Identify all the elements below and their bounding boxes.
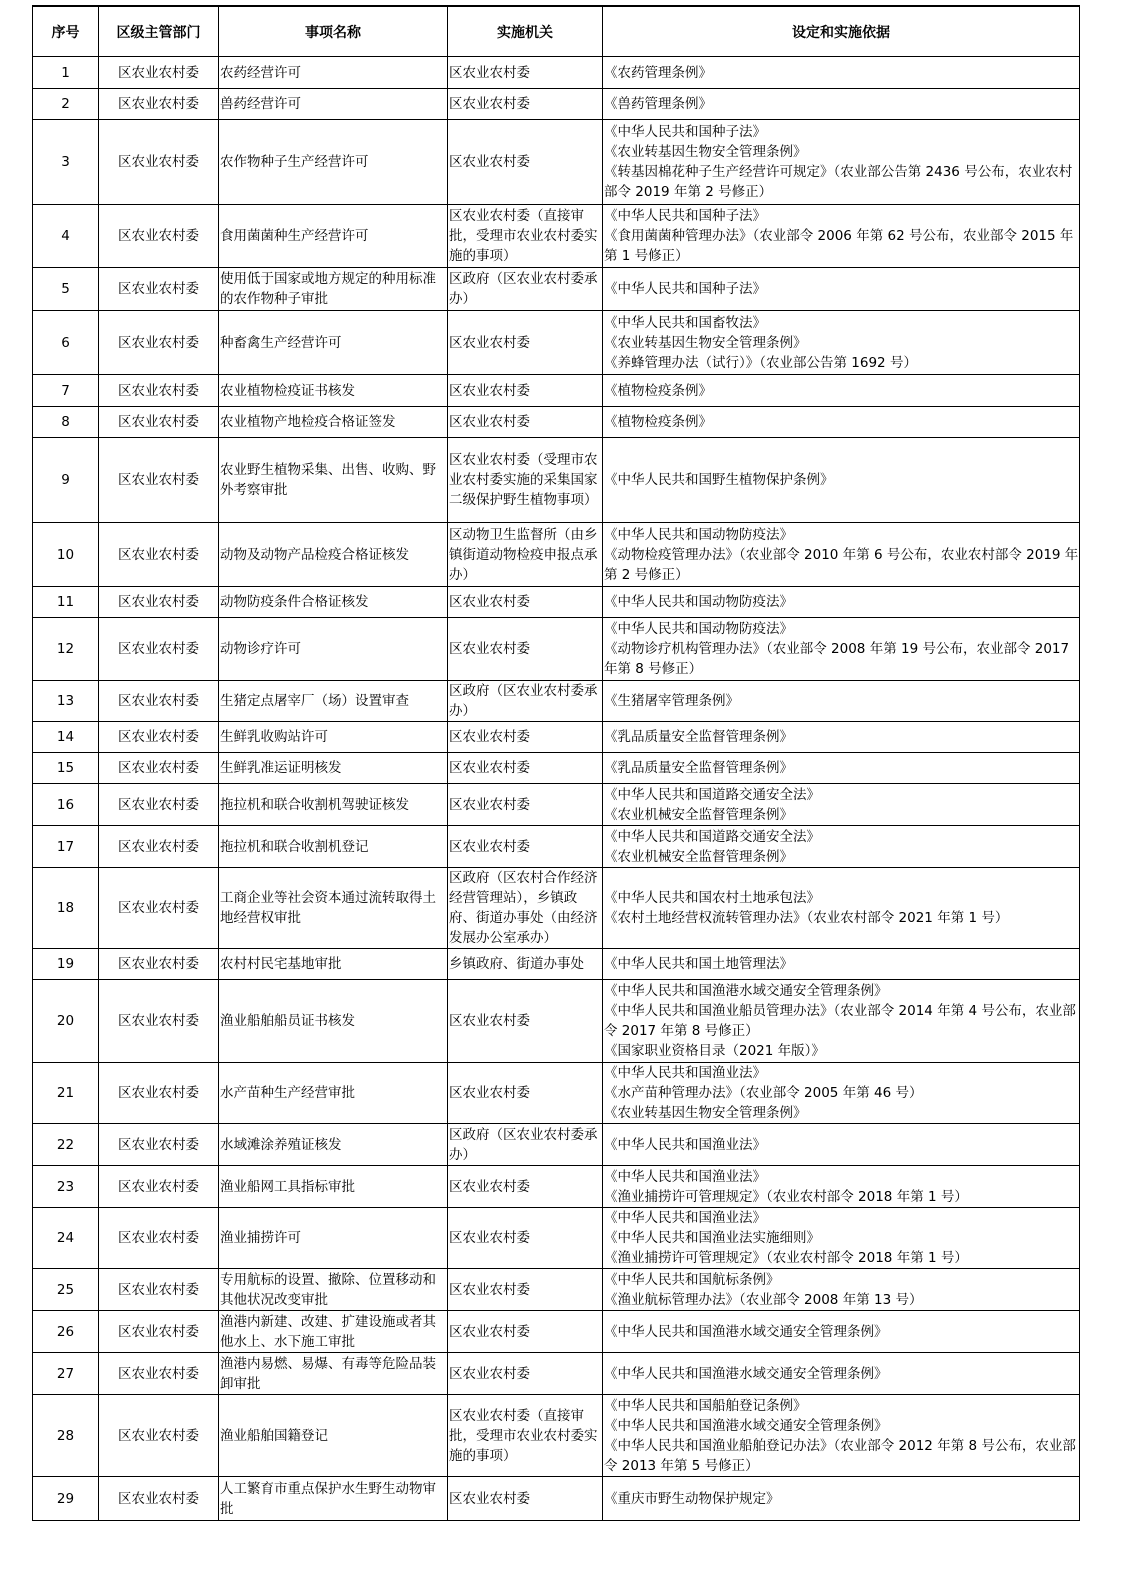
table-row xyxy=(33,1208,1080,1269)
row-item-name: 农业植物检疫证书核发 xyxy=(219,375,448,407)
legal-basis-line: 《中华人民共和国种子法》 xyxy=(604,124,766,140)
row-legal-basis xyxy=(603,1395,1080,1477)
row-item-name: 渔业船舶国籍登记 xyxy=(219,1395,448,1477)
legal-basis-line: 《中华人民共和国动物防疫法》 xyxy=(604,621,793,637)
legal-basis-line: 《中华人民共和国渔业法》 xyxy=(604,1065,766,1081)
row-legal-basis xyxy=(603,1208,1080,1269)
legal-basis-line: 《中华人民共和国种子法》 xyxy=(604,208,766,224)
row-department: 区农业农村委 xyxy=(99,1353,219,1395)
row-item-name: 农业野生植物采集、出售、收购、野外考察审批 xyxy=(219,438,448,523)
row-legal-basis xyxy=(603,949,1080,980)
table-row xyxy=(33,407,1080,438)
row-department: 区农业农村委 xyxy=(99,1208,219,1269)
table-row xyxy=(33,89,1080,120)
row-item-name: 人工繁育市重点保护水生野生动物审批 xyxy=(219,1477,448,1521)
table-row xyxy=(33,268,1080,311)
row-number: 4 xyxy=(33,205,99,268)
row-department: 区农业农村委 xyxy=(99,1477,219,1521)
table-row xyxy=(33,1395,1080,1477)
row-item-name: 农业植物产地检疫合格证签发 xyxy=(219,407,448,438)
row-item-name: 水产苗种生产经营审批 xyxy=(219,1063,448,1124)
row-number: 13 xyxy=(33,681,99,722)
row-implementing-agency: 乡镇政府、街道办事处 xyxy=(448,949,603,980)
row-department: 区农业农村委 xyxy=(99,407,219,438)
row-department: 区农业农村委 xyxy=(99,57,219,89)
legal-basis-line: 《水产苗种管理办法》（农业部令 2005 年第 46 号） xyxy=(604,1085,923,1101)
row-department: 区农业农村委 xyxy=(99,618,219,681)
legal-basis-line: 《国家职业资格目录（2021 年版）》 xyxy=(604,1043,825,1059)
row-number: 16 xyxy=(33,784,99,826)
legal-basis-line: 《中华人民共和国渔业法》 xyxy=(604,1168,766,1185)
row-department: 区农业农村委 xyxy=(99,753,219,784)
row-item-name: 生鲜乳收购站许可 xyxy=(219,722,448,753)
row-legal-basis xyxy=(603,1124,1080,1166)
legal-basis-line: 《中华人民共和国渔业法》 xyxy=(604,1210,766,1226)
row-item-name: 兽药经营许可 xyxy=(219,89,448,120)
row-number: 9 xyxy=(33,438,99,523)
row-item-name: 动物诊疗许可 xyxy=(219,618,448,681)
row-legal-basis xyxy=(603,980,1080,1063)
row-number: 10 xyxy=(33,523,99,587)
row-department: 区农业农村委 xyxy=(99,826,219,868)
legal-basis-line: 《中华人民共和国渔业法》 xyxy=(604,1136,766,1153)
row-item-name: 农作物种子生产经营许可 xyxy=(219,120,448,205)
table-row xyxy=(33,1063,1080,1124)
header-dept: 区级主管部门 xyxy=(99,6,219,57)
row-implementing-agency: 区农业农村委 xyxy=(448,722,603,753)
table-row xyxy=(33,868,1080,949)
table-row xyxy=(33,753,1080,784)
row-department: 区农业农村委 xyxy=(99,1166,219,1208)
row-implementing-agency: 区农业农村委 xyxy=(448,120,603,205)
row-item-name: 工商企业等社会资本通过流转取得土地经营权审批 xyxy=(219,868,448,949)
legal-basis-line: 《农药管理条例》 xyxy=(604,64,712,81)
row-implementing-agency: 区农业农村委 xyxy=(448,618,603,681)
legal-basis-line: 《动物诊疗机构管理办法》（农业部令 2008 年第 19 号公布，农业部令 2017 年第 8 号修正） xyxy=(604,641,1070,677)
legal-basis-line: 《渔业捕捞许可管理规定》（农业农村部令 2018 年第 1 号） xyxy=(604,1250,968,1266)
row-implementing-agency: 区农业农村委 xyxy=(448,1208,603,1269)
legal-basis-line: 《中华人民共和国道路交通安全法》 xyxy=(604,786,820,803)
legal-basis-line: 《转基因棉花种子生产经营许可规定》（农业部公告第 2436 号公布，农业农村部令 2019 年第 2 号修正） xyxy=(604,164,1073,200)
legal-basis-line: 《中华人民共和国船舶登记条例》 xyxy=(604,1397,807,1414)
legal-basis-line: 《重庆市野生动物保护规定》 xyxy=(604,1490,780,1507)
row-implementing-agency: 区农业农村委 xyxy=(448,1477,603,1521)
legal-basis-line: 《中华人民共和国航标条例》 xyxy=(604,1271,780,1288)
row-item-name: 种畜禽生产经营许可 xyxy=(219,311,448,375)
row-number: 27 xyxy=(33,1353,99,1395)
legal-basis-line: 《中华人民共和国渔港水域交通安全管理条例》 xyxy=(604,1323,888,1340)
table-row xyxy=(33,438,1080,523)
row-department: 区农业农村委 xyxy=(99,1395,219,1477)
row-number: 24 xyxy=(33,1208,99,1269)
row-item-name: 水域滩涂养殖证核发 xyxy=(219,1124,448,1166)
legal-basis-line: 《农业转基因生物安全管理条例》 xyxy=(604,144,807,160)
row-legal-basis xyxy=(603,375,1080,407)
row-number: 20 xyxy=(33,980,99,1063)
table-row xyxy=(33,1311,1080,1353)
table-row xyxy=(33,722,1080,753)
row-item-name: 渔港内易燃、易爆、有毒等危险品装卸审批 xyxy=(219,1353,448,1395)
row-department: 区农业农村委 xyxy=(99,587,219,618)
row-number: 21 xyxy=(33,1063,99,1124)
row-implementing-agency: 区农业农村委 xyxy=(448,311,603,375)
row-legal-basis xyxy=(603,826,1080,868)
legal-basis-line: 《中华人民共和国野生植物保护条例》 xyxy=(604,472,834,488)
row-legal-basis xyxy=(603,89,1080,120)
row-item-name: 农村村民宅基地审批 xyxy=(219,949,448,980)
row-legal-basis xyxy=(603,587,1080,618)
row-department: 区农业农村委 xyxy=(99,868,219,949)
row-number: 22 xyxy=(33,1124,99,1166)
row-department: 区农业农村委 xyxy=(99,1124,219,1166)
legal-basis-line: 《植物检疫条例》 xyxy=(604,414,712,430)
row-legal-basis xyxy=(603,618,1080,681)
row-legal-basis xyxy=(603,268,1080,311)
row-item-name: 动物防疫条件合格证核发 xyxy=(219,587,448,618)
legal-basis-line: 《农村土地经营权流转管理办法》（农业农村部令 2021 年第 1 号） xyxy=(604,910,1009,926)
row-department: 区农业农村委 xyxy=(99,438,219,523)
legal-basis-line: 《中华人民共和国渔港水域交通安全管理条例》 xyxy=(604,1417,888,1434)
row-number: 3 xyxy=(33,120,99,205)
row-legal-basis xyxy=(603,1269,1080,1311)
row-number: 12 xyxy=(33,618,99,681)
row-legal-basis xyxy=(603,311,1080,375)
row-number: 17 xyxy=(33,826,99,868)
row-department: 区农业农村委 xyxy=(99,1269,219,1311)
legal-basis-line: 《中华人民共和国道路交通安全法》 xyxy=(604,828,820,845)
row-implementing-agency: 区政府（区农业农村委承办） xyxy=(448,268,603,311)
row-item-name: 食用菌菌种生产经营许可 xyxy=(219,205,448,268)
table-header xyxy=(33,6,1080,57)
legal-basis-line: 《动物检疫管理办法》（农业部令 2010 年第 6 号公布，农业农村部令 2019 年第 2 号修正） xyxy=(604,546,1079,583)
table-row xyxy=(33,618,1080,681)
legal-basis-line: 《中华人民共和国渔业船员管理办法》（农业部令 2014 年第 4 号公布，农业部令 2017 年第 8 号修正） xyxy=(604,1003,1076,1039)
row-implementing-agency: 区农业农村委 xyxy=(448,375,603,407)
table-row xyxy=(33,949,1080,980)
legal-basis-line: 《乳品质量安全监督管理条例》 xyxy=(604,729,793,745)
row-number: 7 xyxy=(33,375,99,407)
row-implementing-agency: 区政府（区农业农村委承办） xyxy=(448,681,603,722)
header-basis: 设定和实施依据 xyxy=(603,6,1080,57)
row-department: 区农业农村委 xyxy=(99,980,219,1063)
row-item-name: 渔业捕捞许可 xyxy=(219,1208,448,1269)
legal-basis-line: 《中华人民共和国动物防疫法》 xyxy=(604,594,793,610)
row-department: 区农业农村委 xyxy=(99,784,219,826)
header-no: 序号 xyxy=(33,6,99,57)
legal-basis-line: 《中华人民共和国畜牧法》 xyxy=(604,314,766,331)
table-row xyxy=(33,1124,1080,1166)
row-number: 15 xyxy=(33,753,99,784)
row-legal-basis xyxy=(603,120,1080,205)
row-department: 区农业农村委 xyxy=(99,268,219,311)
row-implementing-agency: 区政府（区农村合作经济经营管理站），乡镇政府、街道办事处（由经济发展办公室承办） xyxy=(448,868,603,949)
row-implementing-agency: 区农业农村委 xyxy=(448,1063,603,1124)
row-item-name: 动物及动物产品检疫合格证核发 xyxy=(219,523,448,587)
row-number: 25 xyxy=(33,1269,99,1311)
legal-basis-line: 《中华人民共和国渔港水域交通安全管理条例》 xyxy=(604,1365,888,1382)
table-body xyxy=(33,57,1080,1521)
row-department: 区农业农村委 xyxy=(99,681,219,722)
table-row xyxy=(33,1477,1080,1521)
row-department: 区农业农村委 xyxy=(99,311,219,375)
row-item-name: 农药经营许可 xyxy=(219,57,448,89)
table-row xyxy=(33,1166,1080,1208)
legal-basis-line: 《中华人民共和国农村土地承包法》 xyxy=(604,890,820,906)
row-legal-basis xyxy=(603,1477,1080,1521)
row-implementing-agency: 区农业农村委 xyxy=(448,89,603,120)
row-legal-basis xyxy=(603,868,1080,949)
row-number: 14 xyxy=(33,722,99,753)
row-number: 11 xyxy=(33,587,99,618)
legal-basis-line: 《中华人民共和国渔业法实施细则》 xyxy=(604,1230,820,1246)
legal-basis-line: 《农业转基因生物安全管理条例》 xyxy=(604,334,807,351)
row-implementing-agency: 区农业农村委 xyxy=(448,784,603,826)
row-number: 19 xyxy=(33,949,99,980)
legal-basis-line: 《渔业航标管理办法》（农业部令 2008 年第 13 号） xyxy=(604,1291,923,1308)
row-implementing-agency: 区农业农村委 xyxy=(448,1353,603,1395)
row-number: 29 xyxy=(33,1477,99,1521)
table-row xyxy=(33,120,1080,205)
legal-basis-line: 《中华人民共和国土地管理法》 xyxy=(604,956,793,972)
permit-table xyxy=(32,5,1080,1521)
row-implementing-agency: 区农业农村委 xyxy=(448,1166,603,1208)
table-row xyxy=(33,980,1080,1063)
row-number: 23 xyxy=(33,1166,99,1208)
row-item-name: 拖拉机和联合收割机驾驶证核发 xyxy=(219,784,448,826)
legal-basis-line: 《农业机械安全监督管理条例》 xyxy=(604,806,793,823)
row-department: 区农业农村委 xyxy=(99,205,219,268)
row-legal-basis xyxy=(603,57,1080,89)
row-item-name: 专用航标的设置、撤除、位置移动和其他状况改变审批 xyxy=(219,1269,448,1311)
row-number: 6 xyxy=(33,311,99,375)
row-implementing-agency: 区农业农村委 xyxy=(448,826,603,868)
row-department: 区农业农村委 xyxy=(99,1063,219,1124)
legal-basis-line: 《农业转基因生物安全管理条例》 xyxy=(604,1105,807,1121)
legal-basis-line: 《中华人民共和国渔业船舶登记办法》（农业部令 2012 年第 8 号公布，农业部令 2013 年第 5 号修正） xyxy=(604,1437,1076,1474)
table-row xyxy=(33,681,1080,722)
legal-basis-line: 《中华人民共和国种子法》 xyxy=(604,281,766,297)
legal-basis-line: 《兽药管理条例》 xyxy=(604,96,712,112)
row-item-name: 使用低于国家或地方规定的种用标准的农作物种子审批 xyxy=(219,268,448,311)
row-number: 5 xyxy=(33,268,99,311)
row-implementing-agency: 区农业农村委 xyxy=(448,1311,603,1353)
legal-basis-line: 《生猪屠宰管理条例》 xyxy=(604,693,739,709)
table-row xyxy=(33,1353,1080,1395)
legal-basis-line: 《食用菌菌种管理办法》（农业部令 2006 年第 62 号公布，农业部令 2015 年第 1 号修正） xyxy=(604,228,1074,264)
row-legal-basis xyxy=(603,1063,1080,1124)
header-row xyxy=(33,6,1080,57)
row-implementing-agency: 区农业农村委（受理市农业农村委实施的采集国家二级保护野生植物事项） xyxy=(448,438,603,523)
row-legal-basis xyxy=(603,681,1080,722)
row-department: 区农业农村委 xyxy=(99,722,219,753)
table-row xyxy=(33,375,1080,407)
row-implementing-agency: 区政府（区农业农村委承办） xyxy=(448,1124,603,1166)
row-legal-basis xyxy=(603,407,1080,438)
row-department: 区农业农村委 xyxy=(99,89,219,120)
table-row xyxy=(33,1269,1080,1311)
row-legal-basis xyxy=(603,205,1080,268)
legal-basis-line: 《乳品质量安全监督管理条例》 xyxy=(604,760,793,776)
row-legal-basis xyxy=(603,1311,1080,1353)
row-department: 区农业农村委 xyxy=(99,120,219,205)
row-implementing-agency: 区农业农村委 xyxy=(448,57,603,89)
row-implementing-agency: 区农业农村委 xyxy=(448,1269,603,1311)
row-department: 区农业农村委 xyxy=(99,1311,219,1353)
row-implementing-agency: 区农业农村委 xyxy=(448,587,603,618)
row-number: 2 xyxy=(33,89,99,120)
row-legal-basis xyxy=(603,438,1080,523)
row-legal-basis xyxy=(603,722,1080,753)
row-legal-basis xyxy=(603,1166,1080,1208)
table-row xyxy=(33,311,1080,375)
row-number: 28 xyxy=(33,1395,99,1477)
table-row xyxy=(33,523,1080,587)
row-number: 8 xyxy=(33,407,99,438)
row-number: 1 xyxy=(33,57,99,89)
legal-basis-line: 《中华人民共和国渔港水域交通安全管理条例》 xyxy=(604,983,888,999)
row-legal-basis xyxy=(603,523,1080,587)
row-item-name: 渔业船舶船员证书核发 xyxy=(219,980,448,1063)
row-implementing-agency: 区农业农村委（直接审批，受理市农业农村委实施的事项） xyxy=(448,1395,603,1477)
row-legal-basis xyxy=(603,784,1080,826)
legal-basis-line: 《农业机械安全监督管理条例》 xyxy=(604,848,793,865)
legal-basis-line: 《植物检疫条例》 xyxy=(604,382,712,399)
row-implementing-agency: 区动物卫生监督所（由乡镇街道动物检疫申报点承办） xyxy=(448,523,603,587)
header-name: 事项名称 xyxy=(219,6,448,57)
row-department: 区农业农村委 xyxy=(99,949,219,980)
row-item-name: 生鲜乳准运证明核发 xyxy=(219,753,448,784)
legal-basis-line: 《中华人民共和国动物防疫法》 xyxy=(604,526,793,543)
table-row xyxy=(33,57,1080,89)
row-department: 区农业农村委 xyxy=(99,523,219,587)
table-row xyxy=(33,784,1080,826)
table-row xyxy=(33,587,1080,618)
row-number: 26 xyxy=(33,1311,99,1353)
row-item-name: 渔业船网工具指标审批 xyxy=(219,1166,448,1208)
row-implementing-agency: 区农业农村委（直接审批，受理市农业农村委实施的事项） xyxy=(448,205,603,268)
row-implementing-agency: 区农业农村委 xyxy=(448,753,603,784)
row-department: 区农业农村委 xyxy=(99,375,219,407)
row-item-name: 生猪定点屠宰厂（场）设置审查 xyxy=(219,681,448,722)
legal-basis-line: 《渔业捕捞许可管理规定》（农业农村部令 2018 年第 1 号） xyxy=(604,1188,968,1205)
row-legal-basis xyxy=(603,753,1080,784)
row-legal-basis xyxy=(603,1353,1080,1395)
header-org: 实施机关 xyxy=(448,6,603,57)
row-item-name: 渔港内新建、改建、扩建设施或者其他水上、水下施工审批 xyxy=(219,1311,448,1353)
table-row xyxy=(33,826,1080,868)
legal-basis-line: 《养蜂管理办法（试行）》（农业部公告第 1692 号） xyxy=(604,354,917,371)
table-row xyxy=(33,205,1080,268)
row-implementing-agency: 区农业农村委 xyxy=(448,407,603,438)
row-implementing-agency: 区农业农村委 xyxy=(448,980,603,1063)
row-item-name: 拖拉机和联合收割机登记 xyxy=(219,826,448,868)
row-number: 18 xyxy=(33,868,99,949)
